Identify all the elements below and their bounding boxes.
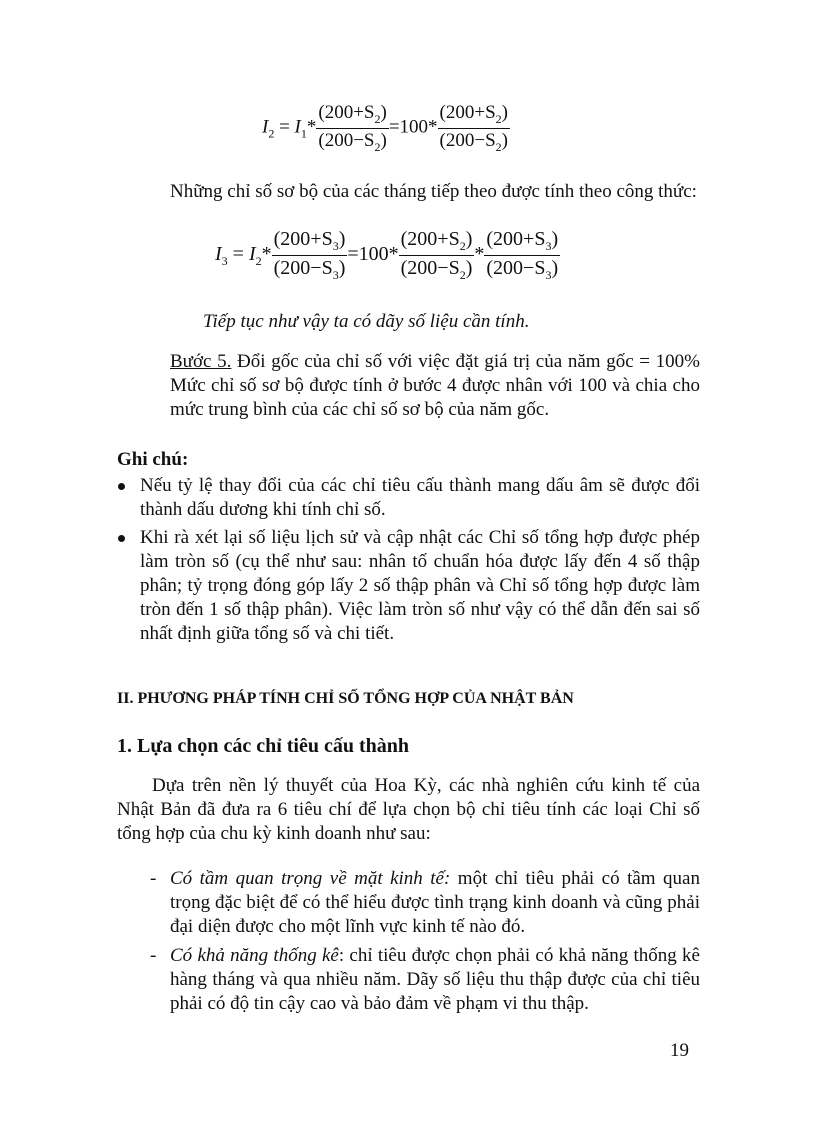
criterion-1: - Có tầm quan trọng về mặt kinh tế: một chỉ tiêu phải có tầm quan trọng đặc biệt để có thể hiểu được tình trạng kinh doanh và cũng phải đại diện được cho một lĩnh vực kinh tế nào đó. [150,868,700,937]
criterion-title: Có khả năng thống kê [170,945,339,966]
criteria-intro-paragraph: Dựa trên nền lý thuyết của Hoa Kỳ, các nhà nghiên cứu kinh tế của Nhật Bản đã đưa ra 6 tiêu chí để lựa chọn bộ chỉ tiêu tính các loại Chỉ số tổng hợp của chu kỳ kinh doanh như sau: [117,775,700,844]
subsection-heading: 1. Lựa chọn các chỉ tiêu cấu thành [117,735,410,757]
section-heading: II. PHƯƠNG PHÁP TÍNH CHỈ SỐ TỔNG HỢP CỦA NHẬT BẢN [117,690,574,707]
continue-note: Tiếp tục như vậy ta có dãy số liệu cần tính. [203,311,530,332]
note-item-2: Khi rà xét lại số liệu lịch sử và cập nhật các Chỉ số tổng hợp được phép làm tròn số (cụ thể như sau: nhân tố chuẩn hóa được lấy đến 4 số thập phân; tỷ trọng đóng góp lấy 2 số thập phân và Chỉ số tổng hợp được làm tròn đến 1 số thập phân). Việc làm tròn số như vậy có thể dẫn đến sai số nhất định giữa tổng số và chi tiết. [140,526,700,646]
bullet-icon [118,535,125,542]
criterion-2: - Có khả năng thống kê: chỉ tiêu được chọn phải có khả năng thống kê hàng tháng và qua nhiều năm. Dãy số liệu thu thập được của chỉ tiêu phải có độ tin cậy cao và bảo đảm về phạm vi thu thập. [150,945,700,1014]
page-number: 19 [670,1040,689,1061]
step5-label: Bước 5. [170,351,232,372]
equation-i3: $I_3 = I_2*$ $\frac{(200+S_3)}{(200-S_3)}$ =100* $\frac{(200+S_2)}{(200-S_2)}$ * $\frac{(200+S_3)}{(200-S_3)}$ [215,228,559,282]
dash-marker: - [150,945,157,966]
equation-intro: Những chỉ số sơ bộ của các tháng tiếp theo được tính theo công thức: [170,181,697,202]
dash-marker: - [150,868,157,889]
equation-i2: $I_2 = I_1*$ $\frac{(200+S_2)}{(200-S_2)}$ =100* $\frac{(200+S_2)}{(200-S_2)}$ [262,102,508,154]
note-item-1: Nếu tỷ lệ thay đổi của các chỉ tiêu cấu thành mang dấu âm sẽ được đổi thành dấu dương khi tính chỉ số. [140,474,700,522]
step5-paragraph [170,350,700,422]
bullet-icon [118,483,125,490]
criterion-title: Có tầm quan trọng về mặt kinh tế: [170,868,451,889]
notes-heading: Ghi chú: [117,449,189,470]
step5-text: Đổi gốc của chỉ số với việc đặt giá trị của năm gốc = 100% Mức chỉ số sơ bộ được tính ở bước 4 được nhân với 100 và chia cho mức trung bình của các chỉ số sơ bộ của năm gốc. [170,351,701,420]
